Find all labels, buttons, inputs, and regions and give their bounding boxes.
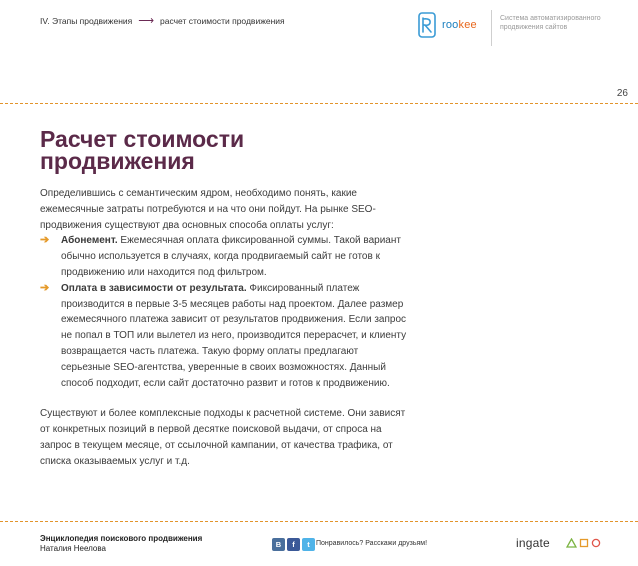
twitter-share-icon[interactable]: t xyxy=(302,538,315,551)
bullet-text: Фиксированный платеж производится в первые 3-5 месяцев работы над проектом. Далее размер ежемесячного платежа зависит от результатов продвижения. Если запрос не попал в ТОП или вылетел из него, производится перерасчет, и клиенту возвращается часть платежа. Такую форму оплаты предлагают серьезные SEO-агентства, уверенные в своих возможностях. Данный способ подходит, если сайт достаточно развит и готов к продвижению. xyxy=(61,282,407,389)
page-title: Расчет стоимости продвижения xyxy=(40,126,245,174)
breadcrumb-arrow-icon: ⟶ xyxy=(138,15,155,27)
page-header xyxy=(0,0,638,60)
rookee-logo-text: rookee xyxy=(442,19,477,31)
bullet-term: Абонемент. xyxy=(61,235,118,247)
facebook-share-icon[interactable]: f xyxy=(287,538,300,551)
triangle-icon xyxy=(566,538,577,548)
list-item xyxy=(40,281,410,392)
intro-paragraph: Определившись с семантическим ядром, необходимо понять, какие ежемесячные затраты потребуются и на что они пойдут. На рынке SEO-продвижения существуют два основных способа оплаты услуг: xyxy=(40,188,376,231)
bullet-term: Оплата в зависимости от результата. xyxy=(61,282,247,294)
author-name: Наталия Неелова xyxy=(40,544,106,553)
list-item xyxy=(40,233,410,280)
circle-icon xyxy=(591,538,601,548)
rookee-logo-icon xyxy=(418,12,436,38)
book-title: Энциклопедия поискового продвижения xyxy=(40,534,203,543)
breadcrumb-section[interactable]: IV. Этапы продвижения xyxy=(40,16,133,26)
bottom-dashed-divider xyxy=(0,521,638,522)
arrow-bullet-icon: ➔ xyxy=(40,281,50,294)
page-number: 26 xyxy=(616,88,628,99)
ingate-logo[interactable]: ingate xyxy=(516,536,550,550)
breadcrumb-page: расчет стоимости продвижения xyxy=(160,16,285,26)
square-icon xyxy=(579,538,589,548)
rookee-logo[interactable] xyxy=(418,12,477,38)
top-dashed-divider xyxy=(0,103,638,104)
closing-paragraph: Существуют и более комплексные подходы к расчетной системе. Они зависят от конкретных позиций в первой десятке поисковой выдачи, от спроса на запрос в текущем месяце, от ссылочной кампании, от качества трафика, от списка оказываемых услуг и т.д. xyxy=(40,408,406,467)
breadcrumb xyxy=(40,16,285,26)
arrow-bullet-icon: ➔ xyxy=(40,234,50,247)
vk-share-icon[interactable]: B xyxy=(272,538,285,551)
rookee-slogan: Система автоматизированного продвижения сайтов xyxy=(500,15,601,31)
header-divider xyxy=(491,10,492,46)
bullet-text: Ежемесячная оплата фиксированной суммы. Такой вариант обычно используется в случаях, когда продвигаемый сайт не готов к продвижению или находится под фильтром. xyxy=(61,235,401,278)
ingate-logo-marks xyxy=(566,538,601,548)
social-buttons xyxy=(272,538,315,551)
main-content xyxy=(40,186,410,470)
share-prompt: Понравилось? Расскажи друзьям! xyxy=(316,540,428,547)
footer-credits xyxy=(40,534,202,554)
